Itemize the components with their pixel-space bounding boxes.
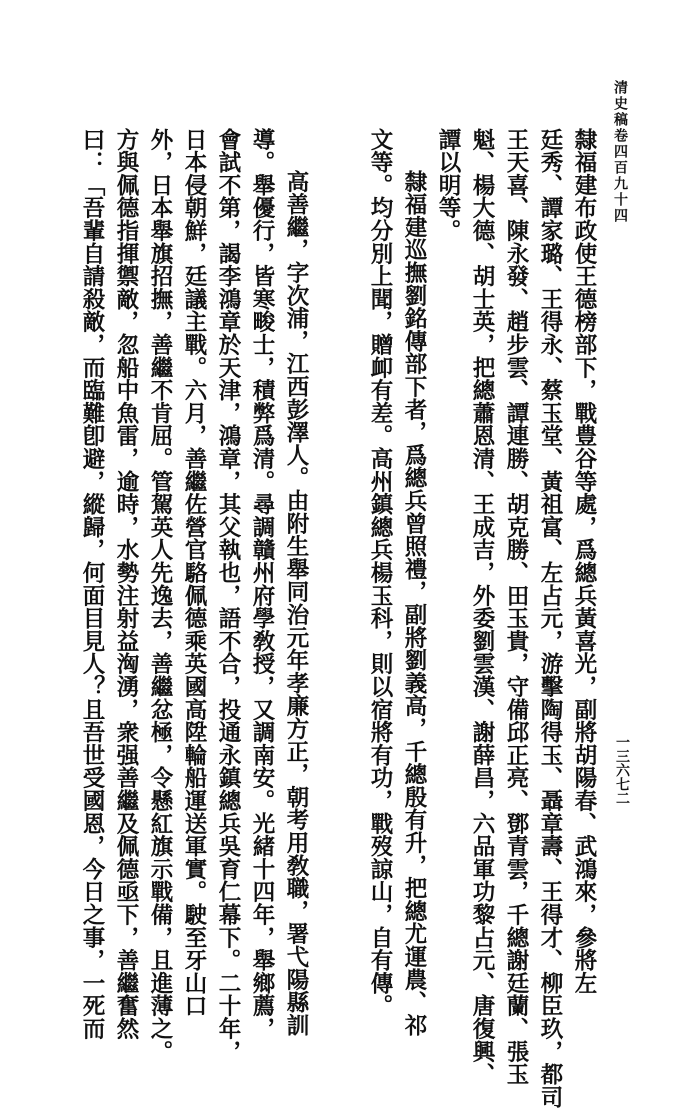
text-column: 導。舉優行，皆寒畯士，積弊爲清。尋調贛州府學敎授，又調南安。光緒十四年，舉鄉薦， [249, 128, 275, 1040]
text-column: 王天喜、陳永發、趙步雲、譚連勝、胡克勝、田玉貴，守備邱正亮、鄧青雲，千總謝廷蘭、張玉 [503, 128, 529, 1086]
text-column: 隸福建布政使王德榜部下，戰豊谷等處，爲總兵黃喜光，副將胡陽春、武鴻來，參將左 [571, 128, 597, 995]
text-column: 曰：「吾輩自請殺敵，而臨難卽避，縱歸，何面目見人？且吾世受國恩，今日之事，一死而 [79, 128, 105, 1040]
text-column: 魁、楊大德、胡士英，把總蕭恩清、王成吉，外委劉雲漢、謝薛昌，六品軍功黎占元、唐復興、 [469, 128, 495, 1086]
text-column: 高善繼，字次浦，江西彭澤人。由附生舉同治元年孝廉方正，朝考用敎職，署弋陽縣訓 [283, 170, 309, 1037]
page-number: 一三六七二 [614, 735, 630, 805]
text-column: 日本侵朝鮮，廷議主戰。六月，善繼佐營官駱佩德乘英國高陞輪船運送軍實。駛至牙山口 [181, 128, 207, 1018]
text-column: 方與佩德指揮禦敵，忽船中魚雷，逾時，水勢注射益洶湧，衆强善繼及佩德亟下，善繼奮然 [113, 128, 139, 1040]
text-column: 外，日本舉旗招撫，善繼不肯屈。管駕英人先逸去，善繼忿極，令懸紅旗示戰備，且進薄之。 [147, 128, 173, 1063]
text-column: 譚以明等。 [435, 128, 461, 242]
text-column: 文等。均分別上聞，贈卹有差。高州鎮總兵楊玉科，則以宿將有功，戰歿諒山，自有傳。 [367, 128, 393, 1018]
running-header: 清史稿卷四百九十四 [612, 80, 628, 224]
text-column: 會試不第，謁李鴻章於天津，鴻章，其父執也，語不合，投通永鎮總兵吳育仁幕下。二十年， [215, 128, 241, 1063]
text-column: 廷秀、譚家璐、王得永、蔡玉堂、黃祖富、左占元，游擊陶得玉、聶章壽、王得才、柳臣玖，都司 [537, 128, 563, 1108]
text-column: 隸福建巡撫劉銘傳部下者，爲總兵曾照禮，副將劉義高，千總殷有升，把總尤運農、祁 [401, 170, 427, 1037]
